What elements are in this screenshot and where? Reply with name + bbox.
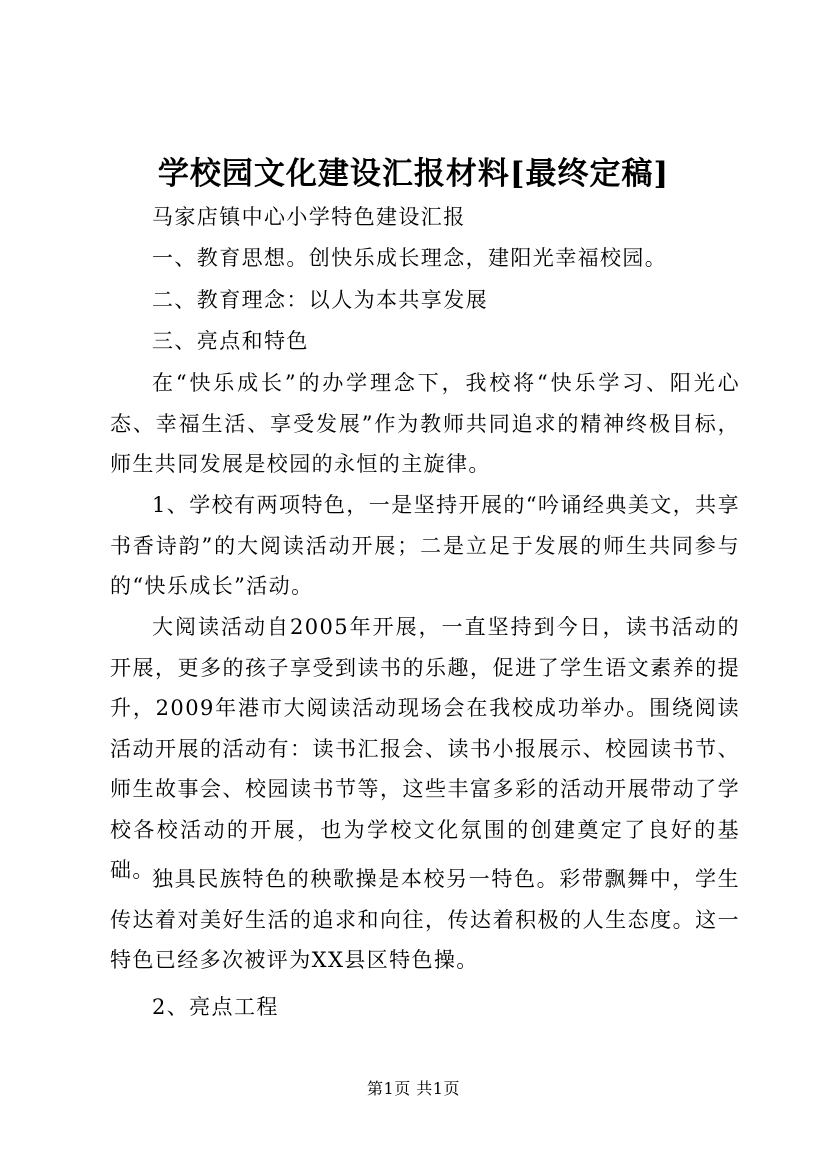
page-footer: 第1页 共1页 [367,1079,460,1098]
paragraph-philosophy: 在“快乐成长”的办学理念下，我校将“快乐学习、阳光心态、幸福生活、享受发展”作为教师共同追求的精神终极目标，师生共同发展是校园的永恒的主旋律。 [110,371,740,476]
subtitle-line: 马家店镇中心小学特色建设汇报 [152,205,466,229]
paragraph-two-features: 1、学校有两项特色，一是坚持开展的“吟诵经典美文，共享书香诗韵”的大阅读活动开展；二是立足于发展的师生共同参与的“快乐成长”活动。 [110,493,740,598]
document-title: 学校园文化建设汇报材料[最终定稿] [157,156,670,192]
item-highlight-projects: 2、亮点工程 [152,995,279,1019]
paragraph-reading-activity: 大阅读活动自2005年开展，一直坚持到今日，读书活动的开展，更多的孩子享受到读书的乐趣，促进了学生语文素养的提升，2009年港市大阅读活动现场会在我校成功举办。围绕阅读活动开展的活动有：读书汇报会、读书小报展示、校园读书节、师生故事会、校园读书节等，这些丰富多彩的活动开展带动了学校各校活动的开展，也为学校文化氛围的创建奠定了良好的基础。 [110,615,740,882]
section-education-thought: 一、教育思想。创快乐成长理念，建阳光幸福校园。 [152,246,668,270]
section-education-philosophy: 二、教育理念：以人为本共享发展 [152,288,488,312]
section-highlights: 三、亮点和特色 [152,329,309,353]
paragraph-yangge-exercise: 独具民族特色的秧歌操是本校另一特色。彩带飘舞中，学生传达着对美好生活的追求和向往，传达着积极的人生态度。这一特色已经多次被评为XX县区特色操。 [110,867,740,972]
